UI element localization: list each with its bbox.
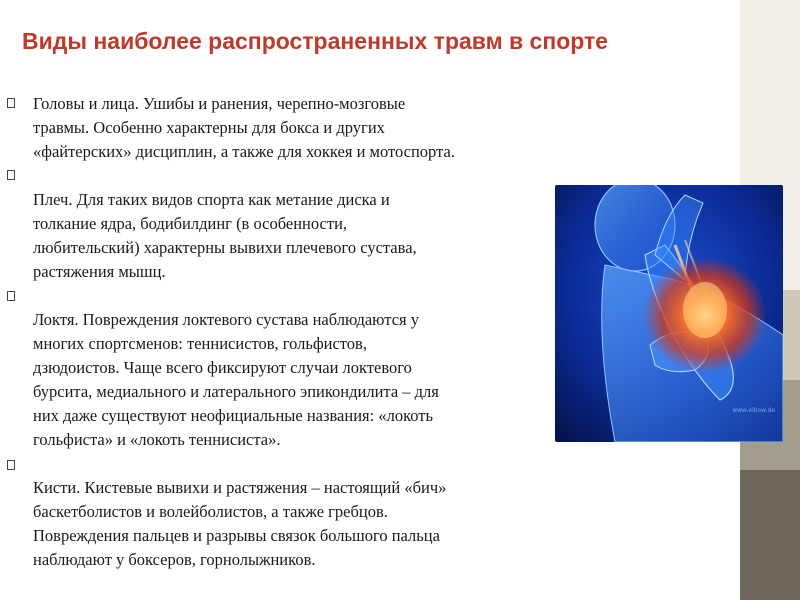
bullet-text-shoulder: Плеч. Для таких видов спорта как метание диска и толкание ядра, бодибилдинг (в особенности, любительский) характерны вывихи плечевого сустава, растяжения мышц.	[33, 190, 417, 281]
injured-elbow-xray-illustration	[555, 185, 783, 442]
slide-title: Виды наиболее распространенных травм в спорте	[22, 28, 609, 54]
bullet-text-head: Головы и лица. Ушибы и ранения, черепно-мозговые травмы. Особенно характерны для бокса и других «файтерских» дисциплин, а также для хоккея и мотоспорта.	[33, 94, 455, 161]
square-bullet-icon	[7, 291, 19, 303]
image-watermark: www.elbow.de	[732, 407, 775, 414]
bullet-text-hand: Кисти. Кистевые вывихи и растяжения – настоящий «бич» баскетболистов и волейболистов, а также гребцов. Повреждения пальцев и разрывы связок большого пальца наблюдают у боксеров, горнолыжников.	[33, 478, 447, 569]
side-bar-block	[740, 470, 800, 600]
square-bullet-icon	[7, 460, 19, 472]
square-bullet-icon	[7, 170, 19, 182]
bullet-text-elbow: Локтя. Повреждения локтевого сустава наблюдаются у многих спортсменов: теннисистов, гольфистов, дзюдоистов. Чаще всего фиксируют случаи локтевого бурсита, медиального и латерального эпикондилита – для них даже существуют неофициальные названия: «локоть гольфиста» и «локоть теннисиста».	[33, 310, 439, 449]
square-bullet-icon	[7, 98, 19, 110]
